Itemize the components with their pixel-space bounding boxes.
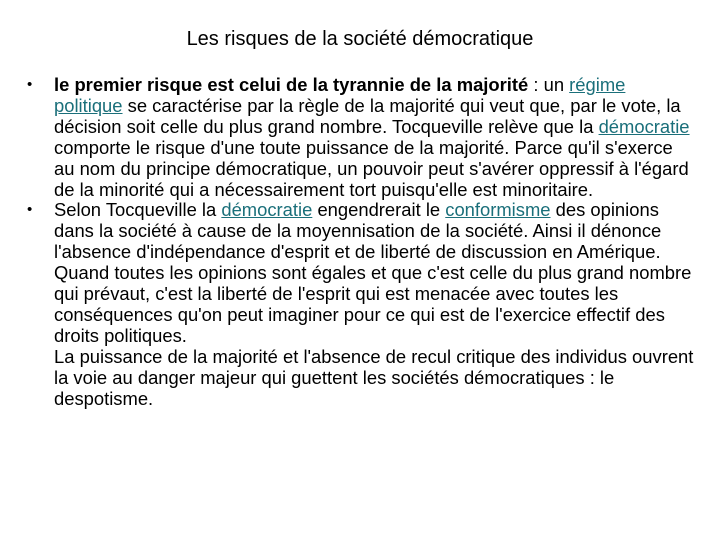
bullet-list: [27, 75, 695, 410]
bullet-point-1: [27, 75, 695, 200]
point-1-lead: le premier risque est celui de la tyrannie de la majorité: [54, 74, 529, 95]
bullet-icon: •: [27, 201, 33, 219]
slide-title: Les risques de la société démocratique: [186, 28, 534, 50]
point-2-text-2: engendrerait le: [312, 199, 446, 221]
point-2-text-1: Selon Tocqueville la: [54, 199, 222, 221]
link-regime-politique[interactable]: régime politique: [54, 74, 626, 116]
bullet-icon: •: [27, 76, 33, 93]
point-1-text-2: se caractérise par la règle de la majorité qui veut que, par le vote, la décision soit celle du plus grand nombre. Tocqueville relève que la: [54, 94, 681, 137]
bullet-point-2: [27, 200, 695, 409]
point-1-text-1: : un: [528, 74, 570, 95]
point-2-text-4: La puissance de la majorité et l'absence de recul critique des individus ouvrent la voie au danger majeur qui guettent les sociétés démocratiques : le despotisme.: [54, 345, 694, 409]
point-1-text-3: comporte le risque d'une toute puissance de la majorité. Parce qu'il s'exerce au nom du principe démocratique, un pouvoir peut s'avérer oppressif à l'égard de la minorité qui a nécessairement tort puisqu'elle est minoritaire.: [54, 136, 689, 200]
point-2-text-3: des opinions dans la société à cause de la moyennisation de la société. Ainsi il dénonce l'absence d'indépendance d'esprit et de liberté de discussion en Amérique. Quand toutes les opinions sont égales et que c'est celle du plus grand nombre qui prévaut, c'est la liberté de l'esprit qui est menacée avec toutes les conséquences qu'on peut imaginer pour ce qui est de l'exercice effectif des droits politiques.: [54, 199, 692, 346]
link-conformisme[interactable]: conformisme: [445, 199, 551, 221]
link-democratie-1[interactable]: démocratie: [598, 115, 690, 137]
link-democratie-2[interactable]: démocratie: [221, 199, 313, 221]
